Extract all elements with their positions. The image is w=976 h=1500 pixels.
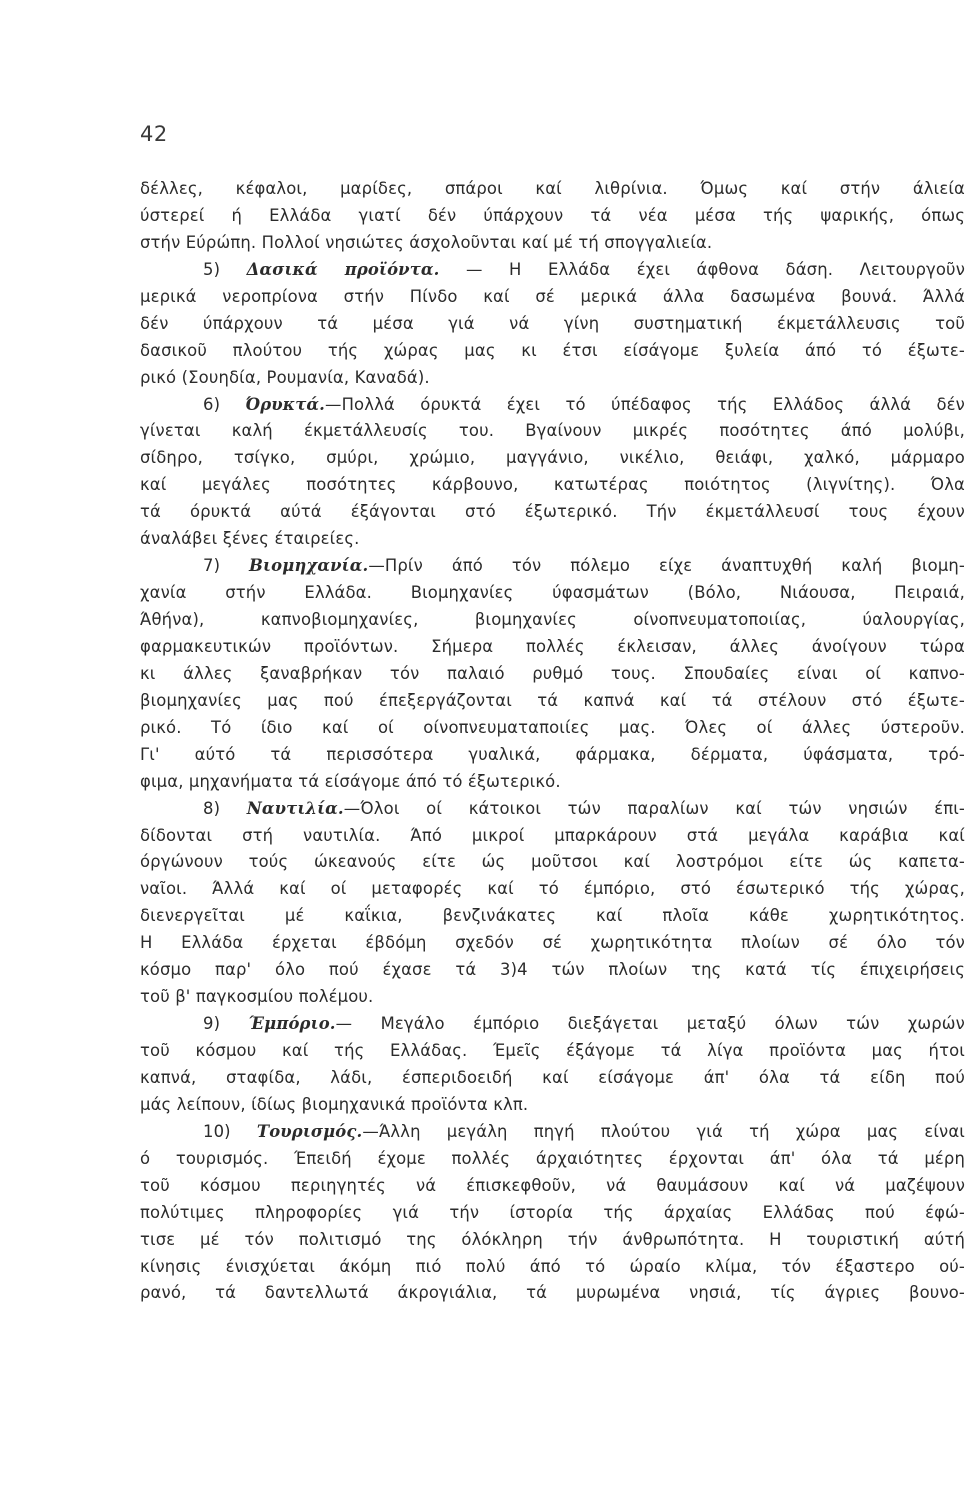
text-line: πολύτιμες πληροφορίες γιά τήν ίστορία τής άρχαίας Ελλάδας πού έφώ-	[140, 1202, 965, 1222]
section-text: — Η Ελλάδα έχει άφθονα δάση.	[465, 259, 834, 279]
text-line: φαρμακευτικών προϊόντων. Σήμερα πολλές έκλεισαν, άλλες άνοίγουν τώρα	[140, 636, 965, 656]
text-line: Όλοι οί κάτοικοι τών παραλίων καί τών νησιών έπι-	[360, 798, 965, 818]
section-heading-line	[140, 392, 965, 419]
section-number: 10)	[203, 1121, 231, 1141]
text-line: Πολλά όρυκτά έχει τό ύπέδαφος τής Ελλάδος άλλά δέν	[341, 394, 965, 414]
section-heading-line	[140, 553, 965, 580]
body-text	[140, 176, 965, 1307]
text-line: τοῦ β' παγκοσμίου πολέμου.	[140, 987, 374, 1007]
text-line: καπνά, σταφίδα, λάδι, έσπεριδοειδή καί είσάγομε άπ' όλα τά είδη πού	[140, 1067, 965, 1087]
text-line: βιομηχανίες μας πού έπεξεργάζονται τά καπνά καί τά στέλουν στό έξωτε-	[140, 690, 965, 710]
text-line: σίδηρο, τσίγκο, σμύρι, χρώμιο, μαγγάνιο, νικέλιο, θειάφι, χαλκό, μάρμαρο	[140, 448, 965, 468]
text-line: Άλλη μεγάλη πηγή πλούτου γιά τή χώρα μας είναι	[378, 1121, 965, 1141]
text-line: δέλλες, κέφαλοι, μαρίδες, σπάροι καί λιθρίνια. Όμως καί στήν άλιεία	[140, 179, 965, 198]
text-line: τά όρυκτά αύτά έξάγονται στό έξωτερικό. Τήν έκμετάλλευσί τους έχουν	[140, 502, 965, 522]
text-line: ρανό, τά δαντελλωτά άκρογιάλια, τά μυρωμένα νησιά, τίς άγριες βουνο-	[140, 1283, 965, 1303]
section-text: —	[368, 556, 385, 576]
section-title: Έμπόριο.	[248, 1014, 336, 1034]
section-title: Ναυτιλία.	[246, 798, 344, 818]
text-line: Η Ελλάδα έρχεται έβδόμη σχεδόν σέ χωρητικότητα πλοίων σέ όλο τόν	[140, 933, 965, 953]
section-text: —	[335, 1014, 353, 1034]
section-heading-line	[140, 257, 965, 284]
text-line: κίνησις ένισχύεται άκόμη πιό πολύ άπό τό ώραίο κλίμα, τόν έξαστερο ού-	[140, 1256, 965, 1276]
text-line: ναῖοι. Άλλά καί οί μεταφορές καί τό έμπόριο, στό έσωτερικό τής χώρας,	[140, 879, 965, 899]
text-line: στήν Εύρώπη. Πολλοί νησιώτες άσχολοῦνται καί μέ τή σπογγαλιεία.	[140, 232, 713, 252]
section-heading-line	[140, 1119, 965, 1146]
section-heading-line	[140, 796, 965, 823]
text-line: όργώνουν τούς ώκεανούς είτε ώς μοῦτσοι καί λοστρόμοι είτε ώς καπετα-	[140, 852, 965, 872]
page-number: 42	[140, 122, 168, 146]
section-number: 8)	[203, 798, 221, 818]
text-line: Λειτουργοῦν	[859, 259, 965, 279]
section-title: Τουρισμός.	[256, 1121, 363, 1141]
text-line: τισε μέ τόν πολιτισμό της όλόκληρη τήν άνθρωπότητα. Η τουριστική αύτή	[140, 1229, 965, 1249]
text-line: μερικά νεροπρίονα στήν Πίνδο καί σέ μερικά άλλα δασωμένα βουνά. Άλλά	[140, 286, 965, 306]
section-title: Βιομηχανία.	[249, 556, 369, 576]
text-line: χανία στήν Ελλάδα. Βιομηχανίες ύφασμάτων (Βόλο, Νιάουσα, Πειραιά,	[140, 583, 965, 603]
section-text: —	[362, 1121, 379, 1141]
section-number: 6)	[203, 394, 221, 414]
section-heading-line	[140, 1011, 965, 1038]
section-number: 7)	[203, 556, 221, 576]
text-line: διενεργεῖται μέ καΐκια, βενζινάκατες καί πλοῖα κάθε χωρητικότητος.	[140, 906, 965, 926]
section-title: Δασικά προϊόντα.	[246, 259, 440, 279]
text-line: γίνεται καλή έκμετάλλευσίς του. Βγαίνουν μικρές ποσότητες άπό μολύβι,	[140, 421, 965, 441]
section-text: —	[325, 394, 342, 414]
text-line: δίδονται στή ναυτιλία. Άπό μικροί μπαρκάρουν στά μεγάλα καράβια καί	[140, 825, 965, 845]
section-number: 5)	[203, 259, 221, 279]
section-number: 9)	[203, 1014, 221, 1034]
text-line: άναλάβει ξένες έταιρείες.	[140, 529, 360, 549]
text-line: ρικό (Σουηδία, Ρουμανία, Καναδά).	[140, 367, 430, 387]
text-line: ρικό. Τό ίδιο καί οί οίνοπνευματαποιίες μας. Όλες οί άλλες ύστεροῦν.	[140, 717, 965, 737]
text-line: τοῦ κόσμου καί τής Ελλάδας. Έμεῖς έξάγομε τά λίγα προϊόντα μας ήτοι	[140, 1041, 965, 1060]
text-line: κι άλλες ξαναβρήκαν τόν παλαιό ρυθμό τους. Σπουδαίες είναι οί καπνο-	[140, 663, 965, 683]
text-line: ό τουρισμός. Έπειδή έχομε πολλές άρχαιότητες έρχονται άπ' όλα τά μέρη	[140, 1148, 965, 1168]
text-line: ύστερεί ή Ελλάδα γιατί δέν ύπάρχουν τά νέα μέσα τής ψαρικής, όπως	[140, 205, 965, 225]
text-line: μάς λείπουν, ίδίως βιομηχανικά προϊόντα κλπ.	[140, 1094, 529, 1114]
text-line: φιμα, μηχανήματα τά είσάγομε άπό τό έξωτερικό.	[140, 771, 561, 791]
text-line: δέν ύπάρχουν τά μέσα γιά νά γίνη συστηματική έκμετάλλευσις τοῦ	[140, 313, 965, 333]
text-line: τοῦ κόσμου περιηγητές νά έπισκεφθοῦν, νά θαυμάσουν καί νά μαζέψουν	[140, 1175, 965, 1195]
text-line: Γι' αύτό τά περισσότερα γυαλικά, φάρμακα, δέρματα, ύφάσματα, τρό-	[140, 744, 965, 764]
section-text: —	[343, 798, 361, 818]
text-line: καί μεγάλες ποσότητες κάρβουνο, κατωτέρας ποιότητος (λιγνίτης). Όλα	[140, 475, 965, 495]
text-line: κόσμο παρ' όλο πού έχασε τά 3)4 τών πλοίων της κατά τίς έπιχειρήσεις	[140, 960, 965, 980]
text-line: Πρίν άπό τόν πόλεμο είχε άναπτυχθή καλή βιομη-	[384, 556, 965, 576]
text-line: δασικοῦ πλούτου τής χώρας μας κι έτσι είσάγομε ξυλεία άπό τό έξωτε-	[140, 340, 965, 360]
section-title: Όρυκτά.	[245, 394, 326, 414]
text-line: Άθήνα), καπνοβιομηχανίες, βιομηχανίες οίνοπνευματοποιίας, ύαλουργίας,	[140, 610, 965, 629]
text-line: Μεγάλο έμπόριο διεξάγεται μεταξύ όλων τών χωρών	[380, 1014, 965, 1034]
